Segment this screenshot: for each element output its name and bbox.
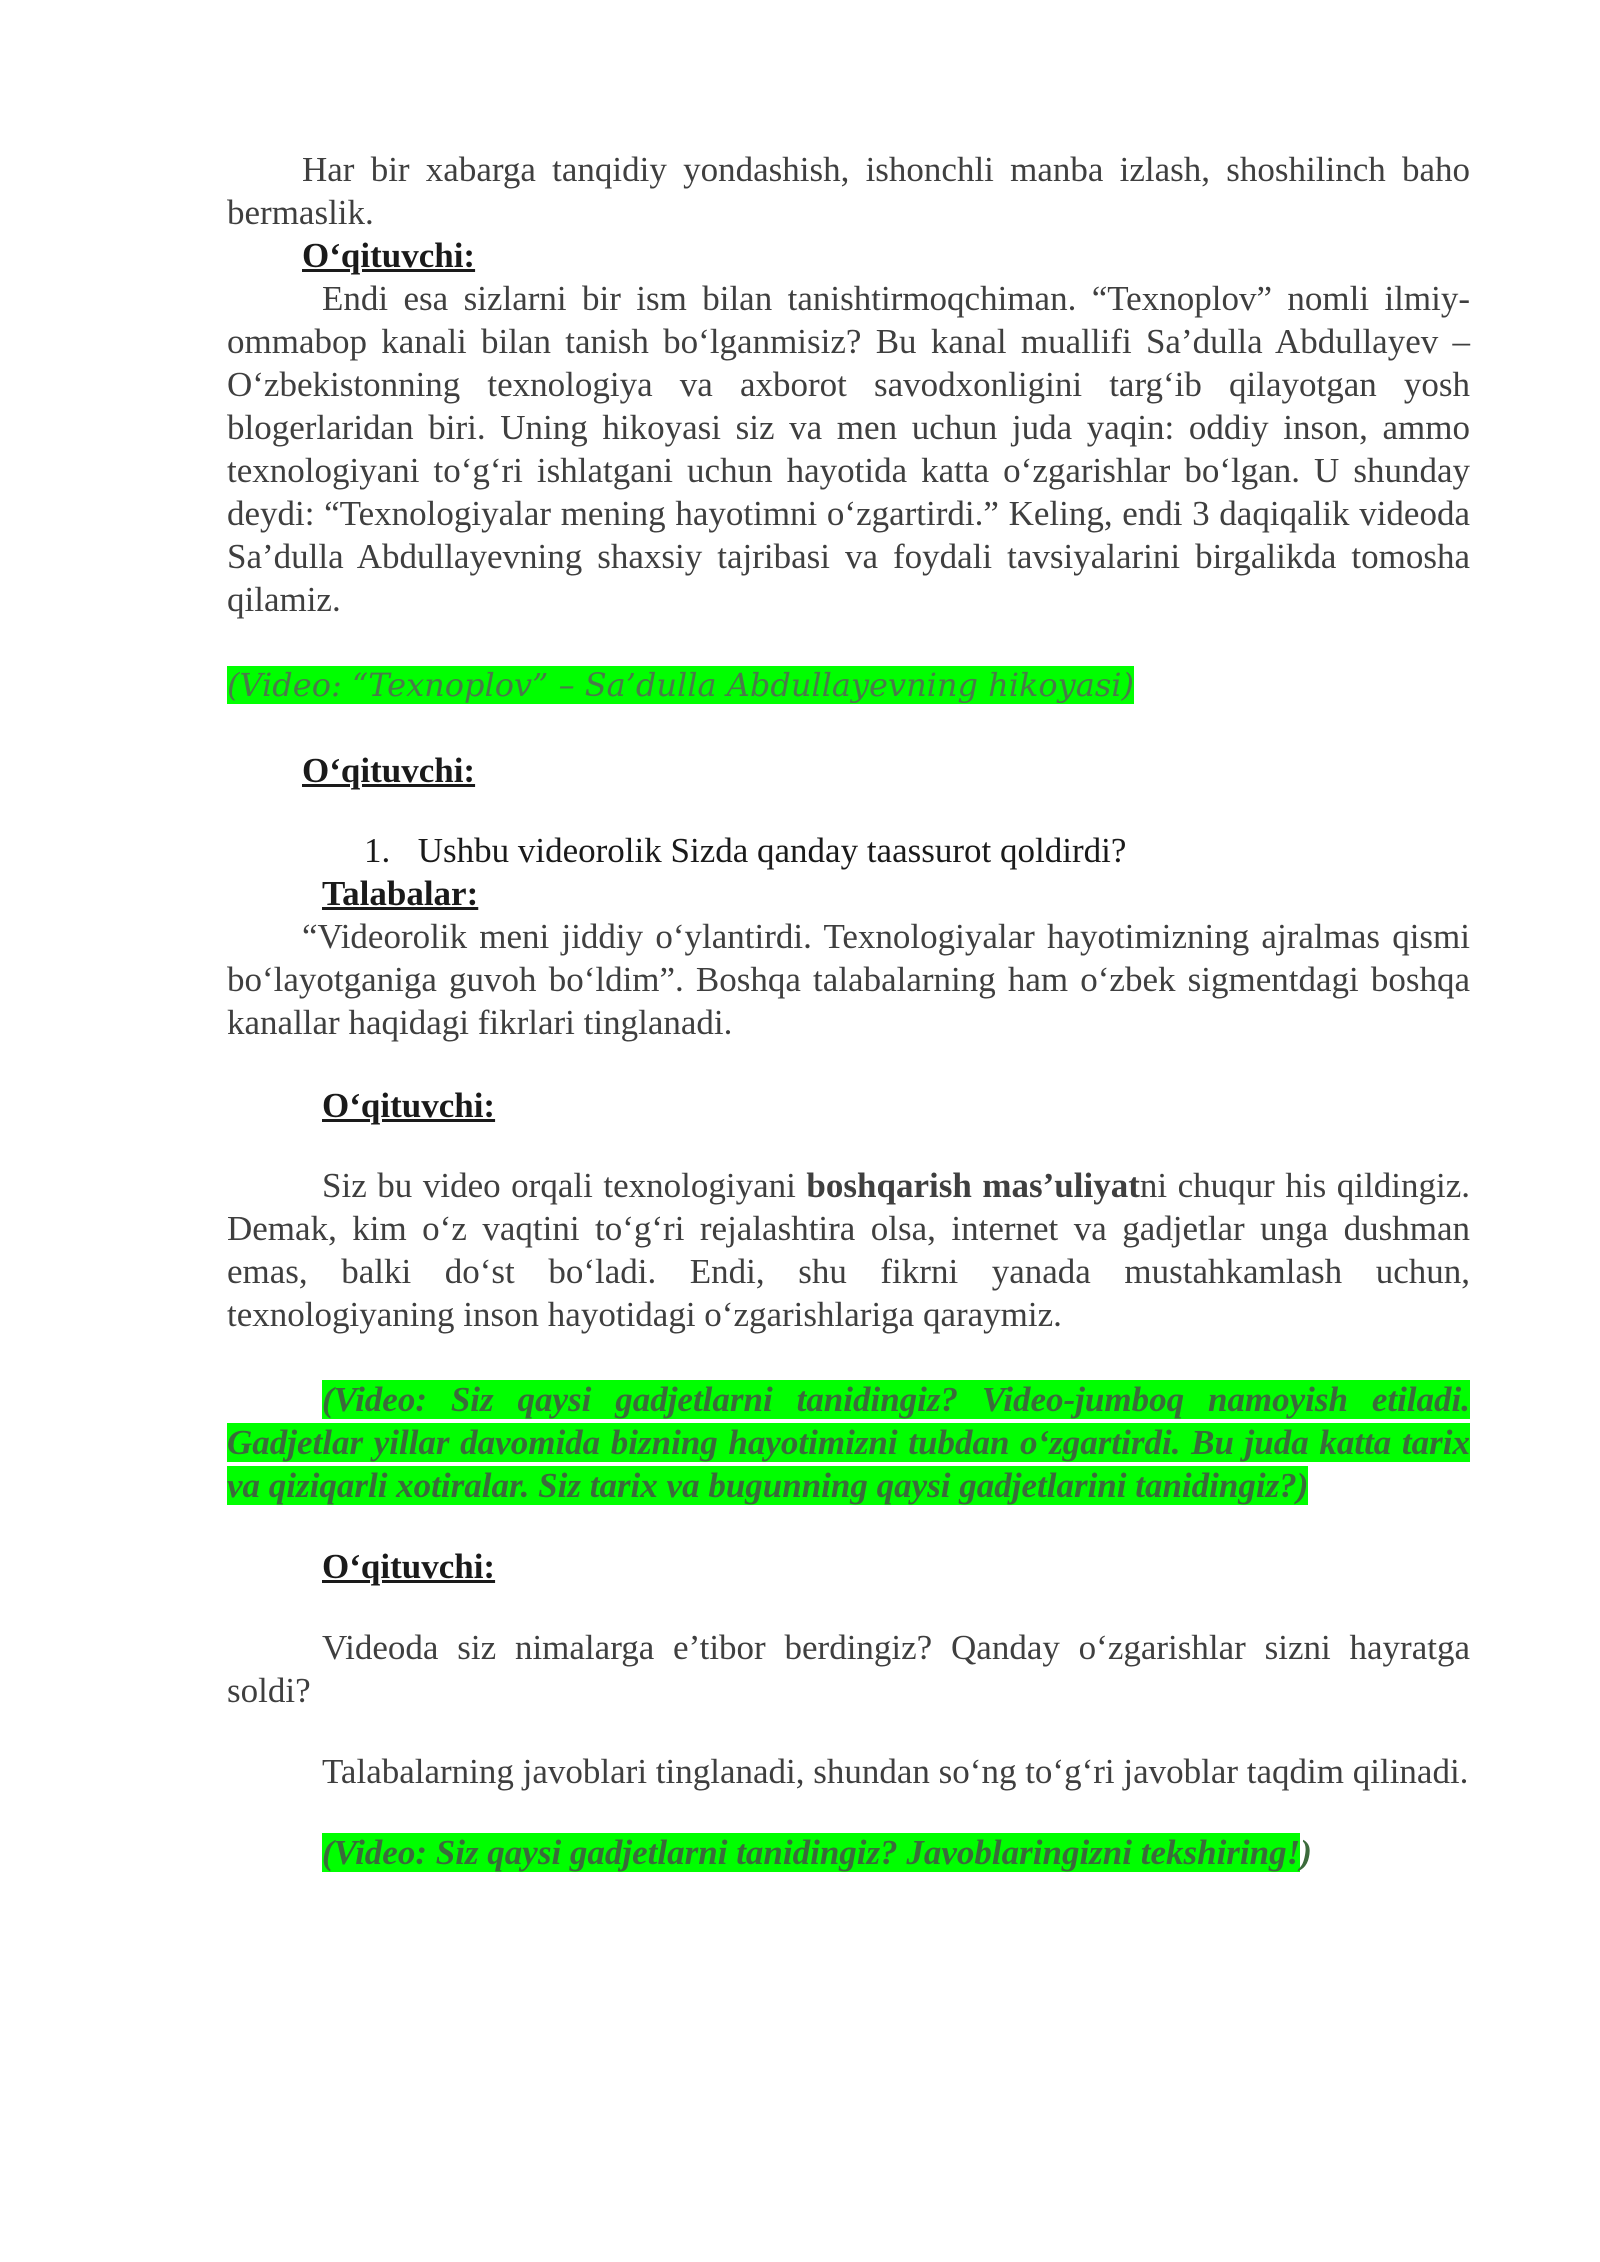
heading-teacher-1: O‘qituvchi: xyxy=(302,236,476,275)
paragraph-responsibility-end: ni chuqur his qildingiz. Demak, kim o‘z vaqtini to‘g‘ri rejalashtira olsa, internet va gadjetlar unga dushman emas, balki do‘st bo‘ladi. Endi, shu fikrni yanada mustahkamlash uchun, texnologiyaning inson hayotidagi o‘zgarishlariga qaraymiz. xyxy=(227,1166,1470,1334)
paragraph-texnoplov: Endi esa sizlarni bir ism bilan tanishtirmoqchiman. “Texnoplov” nomli ilmiy-ommabop kanali bilan tanish bo‘lganmisiz? Bu kanal muallifi Sa’dulla Abdullayev – O‘zbekistonning texnologiya va axborot savodxonligini targ‘ib qilayotgan yosh blogerlaridan biri. Uning hikoyasi siz va men uchun juda yaqin: oddiy inson, ammo texnologiyani to‘g‘ri ishlatgani uchun hayotida katta o‘zgarishlar bo‘lgan. U shunday deydi: “Texnologiyalar mening hayotimni o‘zgartirdi.” Keling, endi 3 daqiqalik videoda Sa’dulla Abdullayevning shaxsiy tajribasi va foydali tavsiyalarini birgalikda tomosha qilamiz. xyxy=(227,279,1470,619)
paragraph-responsibility-bold: boshqarish mas’uliyat xyxy=(806,1166,1140,1205)
paragraph-students-answer: “Videorolik meni jiddiy o‘ylantirdi. Texnologiyalar hayotimizning ajralmas qismi bo‘layotganiga guvoh bo‘ldim”. Boshqa talabalarning ham o‘zbek sigmentdagi boshqa kanallar haqidagi fikrlari tinglanadi. xyxy=(227,917,1470,1042)
heading-teacher-3: O‘qituvchi: xyxy=(322,1086,496,1125)
heading-row-3 xyxy=(227,872,1470,915)
video-note-1-row xyxy=(227,663,1470,707)
paragraph-responsibility-start: Siz bu video orqali texnologiyani xyxy=(322,1166,807,1205)
video-note-1: (Video: “Texnoplov” – Sa’dulla Abdullayevning hikoyasi) xyxy=(227,666,1134,704)
video-note-2-row xyxy=(227,1378,1470,1507)
heading-row-2 xyxy=(227,749,1470,792)
paragraph-observation: Videoda siz nimalarga e’tibor berdingiz? Qanday o‘zgarishlar sizni hayratga soldi? xyxy=(227,1628,1470,1710)
video-note-3-close: ) xyxy=(1300,1833,1312,1872)
video-note-3: (Video: Siz qaysi gadjetlarni tanidingiz? Javoblaringizni tekshiring! xyxy=(322,1833,1301,1872)
question-item xyxy=(227,829,1470,872)
question-number: 1. xyxy=(364,831,391,870)
paragraph-answers: Talabalarning javoblari tinglanadi, shundan so‘ng to‘g‘ri javoblar taqdim qilinadi. xyxy=(322,1752,1469,1791)
heading-row-5 xyxy=(227,1545,1470,1588)
heading-students: Talabalar: xyxy=(322,874,479,913)
heading-teacher-2: O‘qituvchi: xyxy=(302,751,476,790)
video-note-3-row xyxy=(227,1831,1470,1874)
heading-teacher-4: O‘qituvchi: xyxy=(322,1547,496,1586)
question-text: Ushbu videorolik Sizda qanday taassurot qoldirdi? xyxy=(417,831,1127,870)
heading-row-4 xyxy=(227,1084,1470,1127)
document-page xyxy=(227,148,1470,1874)
heading-row-1 xyxy=(227,234,1470,277)
paragraph-responsibility xyxy=(227,1164,1470,1336)
paragraph-intro: Har bir xabarga tanqidiy yondashish, ishonchli manba izlash, shoshilinch baho bermaslik. xyxy=(227,150,1470,232)
video-note-2: (Video: Siz qaysi gadjetlarni tanidingiz? Video-jumboq namoyish etiladi. Gadjetlar yillar davomida bizning hayotimizni tubdan o‘zgartirdi. Bu juda katta tarix va qiziqarli xotiralar. Siz tarix va bugunning qaysi gadjetlarini tanidingiz?) xyxy=(227,1380,1470,1505)
